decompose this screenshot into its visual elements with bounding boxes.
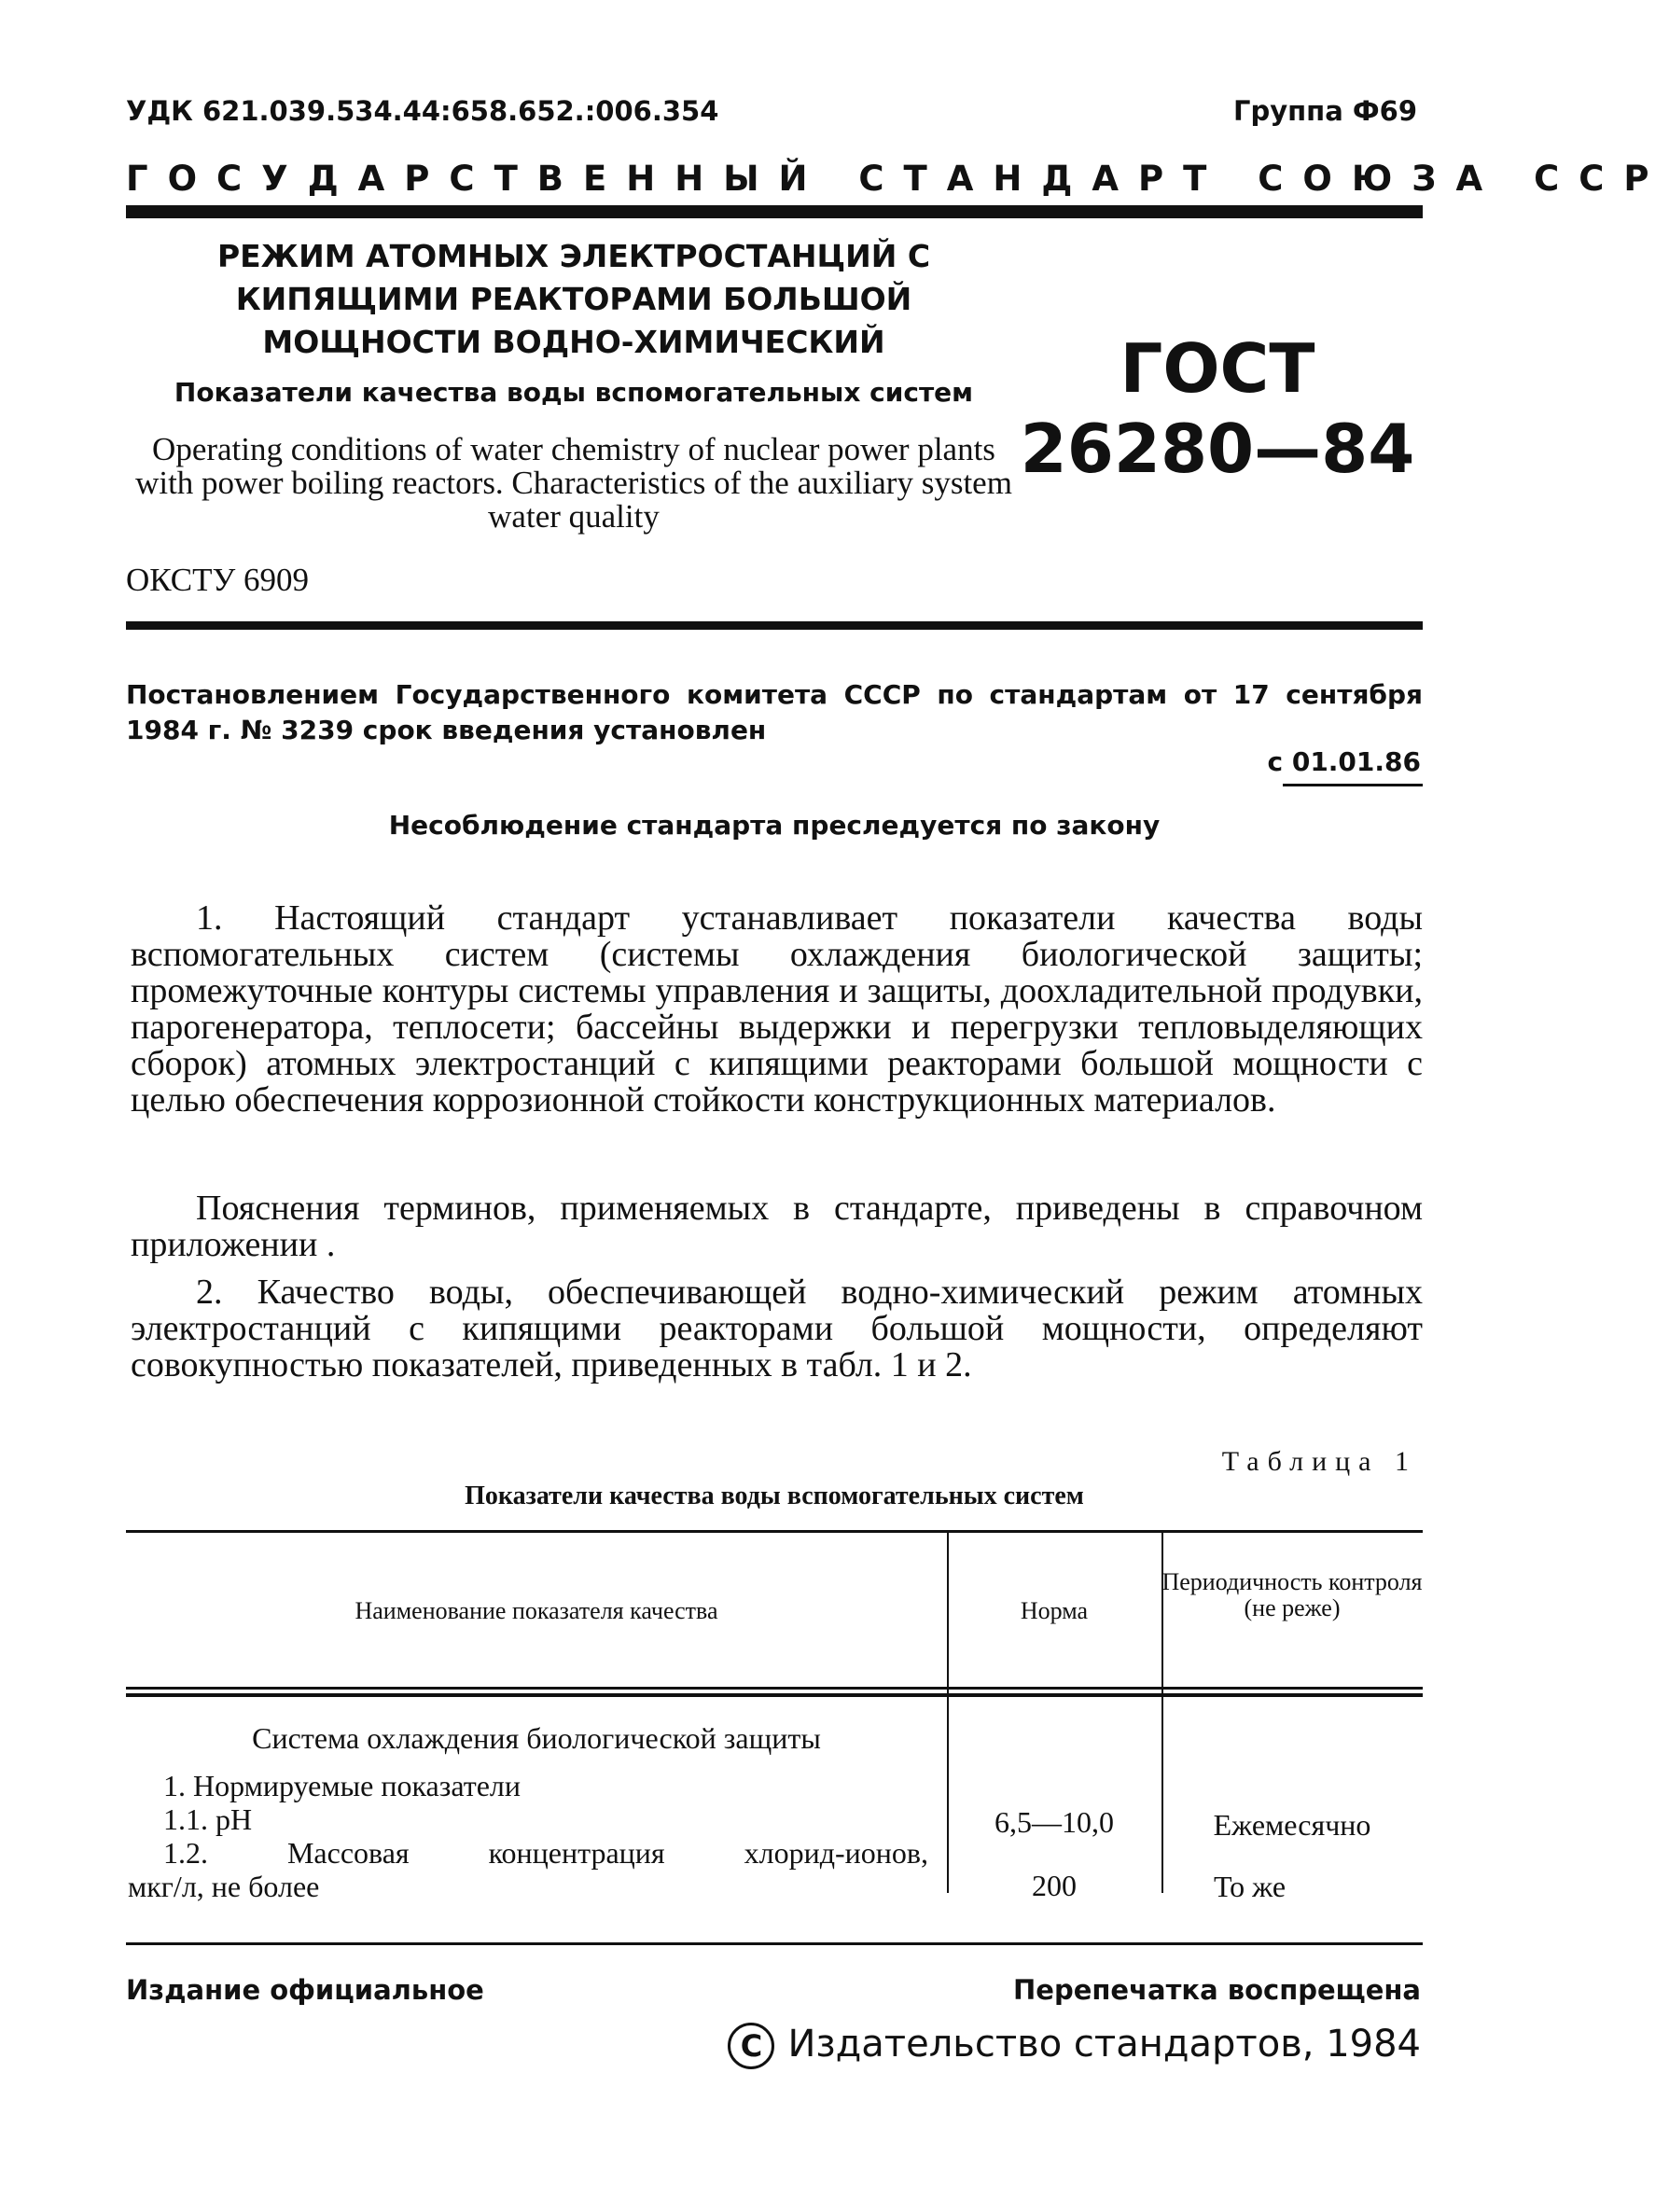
- table-number: Таблица 1: [1221, 1446, 1417, 1477]
- paragraph-1-note: Пояснения терминов, применяемых в стандарте, приведены в справочном приложении .: [131, 1189, 1423, 1264]
- publisher-name: Издательство стандартов, 1984: [787, 2023, 1421, 2066]
- table-row-chloride-unit: мкг/л, не более: [128, 1870, 320, 1903]
- table-header-name: Наименование показателя качества: [355, 1597, 718, 1624]
- gost-designation: 26280—84: [1020, 410, 1415, 488]
- group-code: Группа Ф69: [1233, 95, 1417, 127]
- law-notice: Несоблюдение стандарта преследуется по закону: [388, 810, 1161, 841]
- table-header-rule: [126, 1693, 1423, 1697]
- table-header-frequency: Периодичность контроля (не реже): [1161, 1568, 1423, 1621]
- paragraph-1: 1. Настоящий стандарт устанавливает показатели качества воды вспомогательных систем (системы охлаждения биологической защиты; промежуточные контуры системы управления и защиты, доохладительной продувки, парогенератора, теплосети; бассейны выдержки и перегрузки тепловыделяющих сборок) атомных электростанций с кипящими реакторами большой мощности с целью обеспечения коррозионной стойкости конструкционных материалов.: [131, 898, 1423, 1120]
- udk-code: УДК 621.039.534.44:658.652.:006.354: [126, 95, 719, 127]
- table-row-ph-name: 1.1. pH: [163, 1802, 253, 1836]
- oksty-code: ОКСТУ 6909: [126, 562, 310, 598]
- title-rule: [126, 621, 1423, 630]
- paragraph-2: 2. Качество воды, обеспечивающей водно-химический режим атомных электростанций с кипящими реакторами большой мощности, определяют совокупностью показателей, приведенных в табл. 1 и 2.: [131, 1273, 1423, 1384]
- official-edition: Издание официальное: [126, 1974, 484, 2006]
- table-top-rule: [126, 1530, 1423, 1533]
- standard-subtitle: Показатели качества воды вспомогательных систем: [174, 377, 974, 408]
- table-header-norm: Норма: [1020, 1597, 1089, 1624]
- gost-number: [1012, 328, 1423, 489]
- gost-label: ГОСТ: [1120, 329, 1315, 408]
- reprint-prohibited: Перепечатка воспрещена: [1013, 1974, 1421, 2006]
- decree-text: Постановлением Государственного комитета СССР по стандартам от 17 сентября 1984 г. № 3239 срок введения установлен: [126, 679, 1423, 745]
- header-rule: [126, 205, 1423, 218]
- table-row-chloride-norm: 200: [1032, 1869, 1077, 1902]
- english-title: Operating conditions of water chemistry of nuclear power plants with power boiling reactors. Characteristics of the auxiliary system water quality: [135, 431, 1012, 535]
- standard-title: РЕЖИМ АТОМНЫХ ЭЛЕКТРОСТАНЦИЙ С КИПЯЩИМИ РЕАКТОРАМИ БОЛЬШОЙ МОЩНОСТИ ВОДНО-ХИМИЧЕСКИЙ: [216, 238, 931, 360]
- table-row-ph-norm: 6,5—10,0: [994, 1805, 1114, 1839]
- table-title: Показатели качества воды вспомогательных систем: [465, 1482, 1084, 1510]
- footer-rule: [126, 1942, 1423, 1945]
- table-row-chloride-frequency: То же: [1214, 1870, 1287, 1903]
- table-section-title: Система охлаждения биологической защиты: [252, 1721, 821, 1755]
- table-row-chloride-name: 1.2. Массовая концентрация хлорид-ионов,: [163, 1836, 928, 1870]
- table-row-ph-frequency: Ежемесячно: [1213, 1808, 1371, 1842]
- standard-banner: ГОСУДАРСТВЕННЫЙ СТАНДАРТ СОЮЗА ССР: [126, 159, 1669, 199]
- effective-date: с 01.01.86: [1267, 746, 1421, 777]
- effective-date-underline: [1283, 784, 1423, 786]
- table-group-label: 1. Нормируемые показатели: [163, 1769, 521, 1802]
- publisher: [728, 2023, 1421, 2069]
- table-header-rule: [126, 1687, 1423, 1690]
- copyright-icon: C: [728, 2023, 774, 2069]
